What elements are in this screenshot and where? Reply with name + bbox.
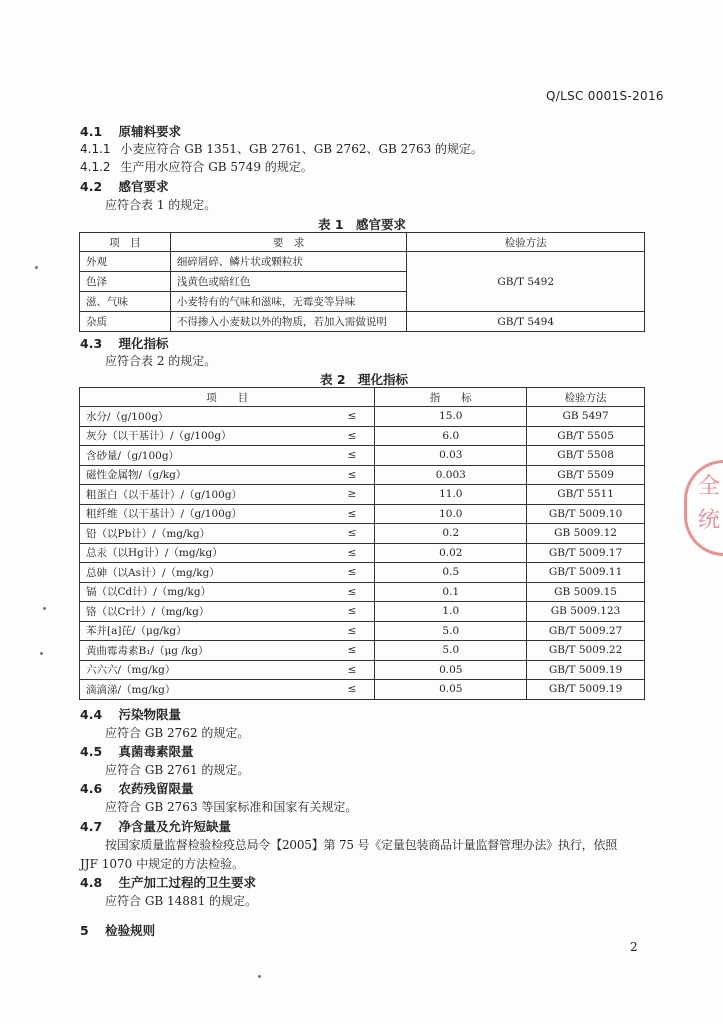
section-number: 4.2 xyxy=(80,179,103,194)
section-title: 净含量及允许短缺量 xyxy=(118,819,232,834)
method-cell: GB/T 5009.19 xyxy=(527,680,645,700)
item-cell: 滴滴涕/（mg/kg） xyxy=(80,680,298,700)
table-row xyxy=(80,641,645,661)
section-4-7-line-2: JJF 1070 中规定的方法检验。 xyxy=(80,857,245,871)
item-cell: 苯并[a]芘/（μg/kg） xyxy=(80,621,298,641)
item-text: 小麦应符合 GB 1351、GB 2761、GB 2762、GB 2763 的规定。 xyxy=(120,142,484,156)
table-row xyxy=(80,407,645,427)
section-number: 4.4 xyxy=(80,707,103,722)
comparator-cell: ≤ xyxy=(297,465,375,485)
requirement-cell: 小麦特有的气味和滋味，无霉变等异味 xyxy=(170,292,407,312)
document-code: Q/LSC 0001S-2016 xyxy=(546,89,664,103)
section-title: 原辅料要求 xyxy=(118,124,182,139)
item-cell: 色泽 xyxy=(80,272,171,292)
limit-cell: 15.0 xyxy=(375,407,527,427)
scan-speck xyxy=(40,652,43,655)
item-cell: 总汞（以Hg计）/（mg/kg） xyxy=(80,543,298,563)
method-cell: GB 5009.12 xyxy=(527,524,645,544)
scan-speck xyxy=(35,266,38,269)
section-5-heading xyxy=(80,921,155,939)
item-cell: 磁性金属物/（g/kg） xyxy=(80,465,298,485)
table-row xyxy=(80,660,645,680)
limit-cell: 11.0 xyxy=(375,485,527,505)
table-header: 要 求 xyxy=(170,233,407,252)
item-cell: 杂质 xyxy=(80,312,171,332)
method-cell: GB/T 5009.10 xyxy=(527,504,645,524)
method-cell: GB/T 5505 xyxy=(527,426,645,446)
item-cell: 外观 xyxy=(80,252,171,272)
limit-cell: 0.05 xyxy=(375,680,527,700)
method-cell: GB/T 5492 xyxy=(407,252,645,312)
table-row xyxy=(80,621,645,641)
table-row xyxy=(80,465,645,485)
comparator-cell: ≤ xyxy=(297,524,375,544)
section-number: 4.7 xyxy=(80,819,103,834)
table-row xyxy=(80,563,645,583)
table-row xyxy=(80,312,645,332)
method-cell: GB/T 5009.22 xyxy=(527,641,645,661)
section-4-3-text: 应符合表 2 的规定。 xyxy=(105,354,217,368)
table-row xyxy=(80,252,645,272)
comparator-cell: ≤ xyxy=(297,426,375,446)
comparator-cell: ≤ xyxy=(297,680,375,700)
method-cell: GB/T 5509 xyxy=(527,465,645,485)
comparator-cell: ≤ xyxy=(297,582,375,602)
limit-cell: 6.0 xyxy=(375,426,527,446)
item-cell: 水分/（g/100g） xyxy=(80,407,298,427)
section-4-2-text: 应符合表 1 的规定。 xyxy=(105,198,217,212)
limit-cell: 10.0 xyxy=(375,504,527,524)
item-text: 生产用水应符合 GB 5749 的规定。 xyxy=(120,160,313,174)
method-cell: GB 5009.15 xyxy=(527,582,645,602)
section-title: 检验规则 xyxy=(105,923,156,938)
table-header-row xyxy=(80,233,645,252)
method-cell: GB/T 5494 xyxy=(407,312,645,332)
method-cell: GB 5009.123 xyxy=(527,602,645,622)
limit-cell: 0.5 xyxy=(375,563,527,583)
item-cell: 总砷（以As计）/（mg/kg） xyxy=(80,563,298,583)
method-cell: GB/T 5009.17 xyxy=(527,543,645,563)
table-2-caption: 表 2 理化指标 xyxy=(320,372,409,387)
requirement-cell: 不得掺入小麦麸以外的物质，若加入需做说明 xyxy=(170,312,407,332)
item-cell: 铅（以Pb计）/（mg/kg） xyxy=(80,524,298,544)
requirement-cell: 细碎屑碎、鳞片状或颗粒状 xyxy=(170,252,407,272)
limit-cell: 5.0 xyxy=(375,621,527,641)
table-header-row xyxy=(80,388,645,407)
table-row xyxy=(80,582,645,602)
section-number: 4.8 xyxy=(80,875,103,890)
section-4-2-heading xyxy=(80,177,169,195)
comparator-cell: ≤ xyxy=(297,407,375,427)
method-cell: GB/T 5009.19 xyxy=(527,660,645,680)
section-number: 5 xyxy=(80,923,89,938)
item-cell: 含砂量/（g/100g） xyxy=(80,446,298,466)
section-4-5-heading xyxy=(80,742,194,760)
table-1-sensory xyxy=(79,232,645,332)
table-header: 项 目 xyxy=(80,233,171,252)
section-title: 农药残留限量 xyxy=(118,781,194,796)
section-title: 污染物限量 xyxy=(118,707,182,722)
comparator-cell: ≤ xyxy=(297,446,375,466)
comparator-cell: ≤ xyxy=(297,543,375,563)
section-4-6-text: 应符合 GB 2763 等国家标准和国家有关规定。 xyxy=(105,800,358,814)
table-row xyxy=(80,602,645,622)
table-header: 指 标 xyxy=(375,388,527,407)
item-cell: 粗蛋白（以干基计）/（g/100g） xyxy=(80,485,298,505)
comparator-cell: ≥ xyxy=(297,485,375,505)
section-4-7-heading xyxy=(80,817,231,835)
table-row xyxy=(80,680,645,700)
item-cell: 灰分（以干基计）/（g/100g） xyxy=(80,426,298,446)
section-4-1-heading xyxy=(80,122,181,140)
section-4-6-heading xyxy=(80,779,194,797)
table-row xyxy=(80,543,645,563)
section-4-8-heading xyxy=(80,873,256,891)
scan-speck xyxy=(43,607,46,610)
comparator-cell: ≤ xyxy=(297,660,375,680)
section-4-7-line-1: 按国家质量监督检验检疫总局令【2005】第 75 号《定量包装商品计量监督管理办法》执行，依照 xyxy=(105,838,618,852)
item-4-1-2 xyxy=(80,158,313,175)
limit-cell: 5.0 xyxy=(375,641,527,661)
comparator-cell: ≤ xyxy=(297,504,375,524)
method-cell: GB/T 5508 xyxy=(527,446,645,466)
table-row xyxy=(80,426,645,446)
method-cell: GB 5497 xyxy=(527,407,645,427)
section-number: 4.5 xyxy=(80,744,103,759)
comparator-cell: ≤ xyxy=(297,621,375,641)
item-cell: 黄曲霉毒素B₁/（μg /kg） xyxy=(80,641,298,661)
limit-cell: 1.0 xyxy=(375,602,527,622)
limit-cell: 0.03 xyxy=(375,446,527,466)
page-number: 2 xyxy=(630,940,638,954)
table-row xyxy=(80,504,645,524)
table-row xyxy=(80,485,645,505)
section-4-8-text: 应符合 GB 14881 的规定。 xyxy=(105,894,258,908)
section-title: 理化指标 xyxy=(118,336,169,351)
item-4-1-1 xyxy=(80,140,483,157)
section-4-4-text: 应符合 GB 2762 的规定。 xyxy=(105,726,250,740)
limit-cell: 0.003 xyxy=(375,465,527,485)
limit-cell: 0.02 xyxy=(375,543,527,563)
comparator-cell: ≤ xyxy=(297,563,375,583)
item-cell: 粗纤维（以干基计）/（g/100g） xyxy=(80,504,298,524)
section-number: 4.3 xyxy=(80,336,103,351)
seal-stamp-text: 全 统 xyxy=(698,474,721,533)
item-cell: 六六六/（mg/kg） xyxy=(80,660,298,680)
method-cell: GB/T 5009.27 xyxy=(527,621,645,641)
table-header: 项 目 xyxy=(80,388,375,407)
item-cell: 铬（以Cr计）/（mg/kg） xyxy=(80,602,298,622)
comparator-cell: ≤ xyxy=(297,602,375,622)
requirement-cell: 浅黄色或暗红色 xyxy=(170,272,407,292)
section-title: 生产加工过程的卫生要求 xyxy=(118,875,257,890)
table-1-caption: 表 1 感官要求 xyxy=(318,217,407,232)
section-4-5-text: 应符合 GB 2761 的规定。 xyxy=(105,763,250,777)
limit-cell: 0.2 xyxy=(375,524,527,544)
item-number: 4.1.2 xyxy=(80,160,111,174)
comparator-cell: ≤ xyxy=(297,641,375,661)
section-title: 真菌毒素限量 xyxy=(118,744,194,759)
section-4-3-heading xyxy=(80,334,169,352)
limit-cell: 0.05 xyxy=(375,660,527,680)
method-cell: GB/T 5009.11 xyxy=(527,563,645,583)
table-header: 检验方法 xyxy=(527,388,645,407)
table-2-physicochemical xyxy=(79,387,645,700)
table-row xyxy=(80,446,645,466)
section-number: 4.1 xyxy=(80,124,103,139)
table-header: 检验方法 xyxy=(407,233,645,252)
limit-cell: 0.1 xyxy=(375,582,527,602)
table-row xyxy=(80,524,645,544)
section-number: 4.6 xyxy=(80,781,103,796)
section-4-4-heading xyxy=(80,705,181,723)
section-title: 感官要求 xyxy=(118,179,169,194)
item-number: 4.1.1 xyxy=(80,142,111,156)
method-cell: GB/T 5511 xyxy=(527,485,645,505)
item-cell: 镉（以Cd计）/（mg/kg） xyxy=(80,582,298,602)
scan-speck xyxy=(258,975,261,978)
item-cell: 滋、气味 xyxy=(80,292,171,312)
